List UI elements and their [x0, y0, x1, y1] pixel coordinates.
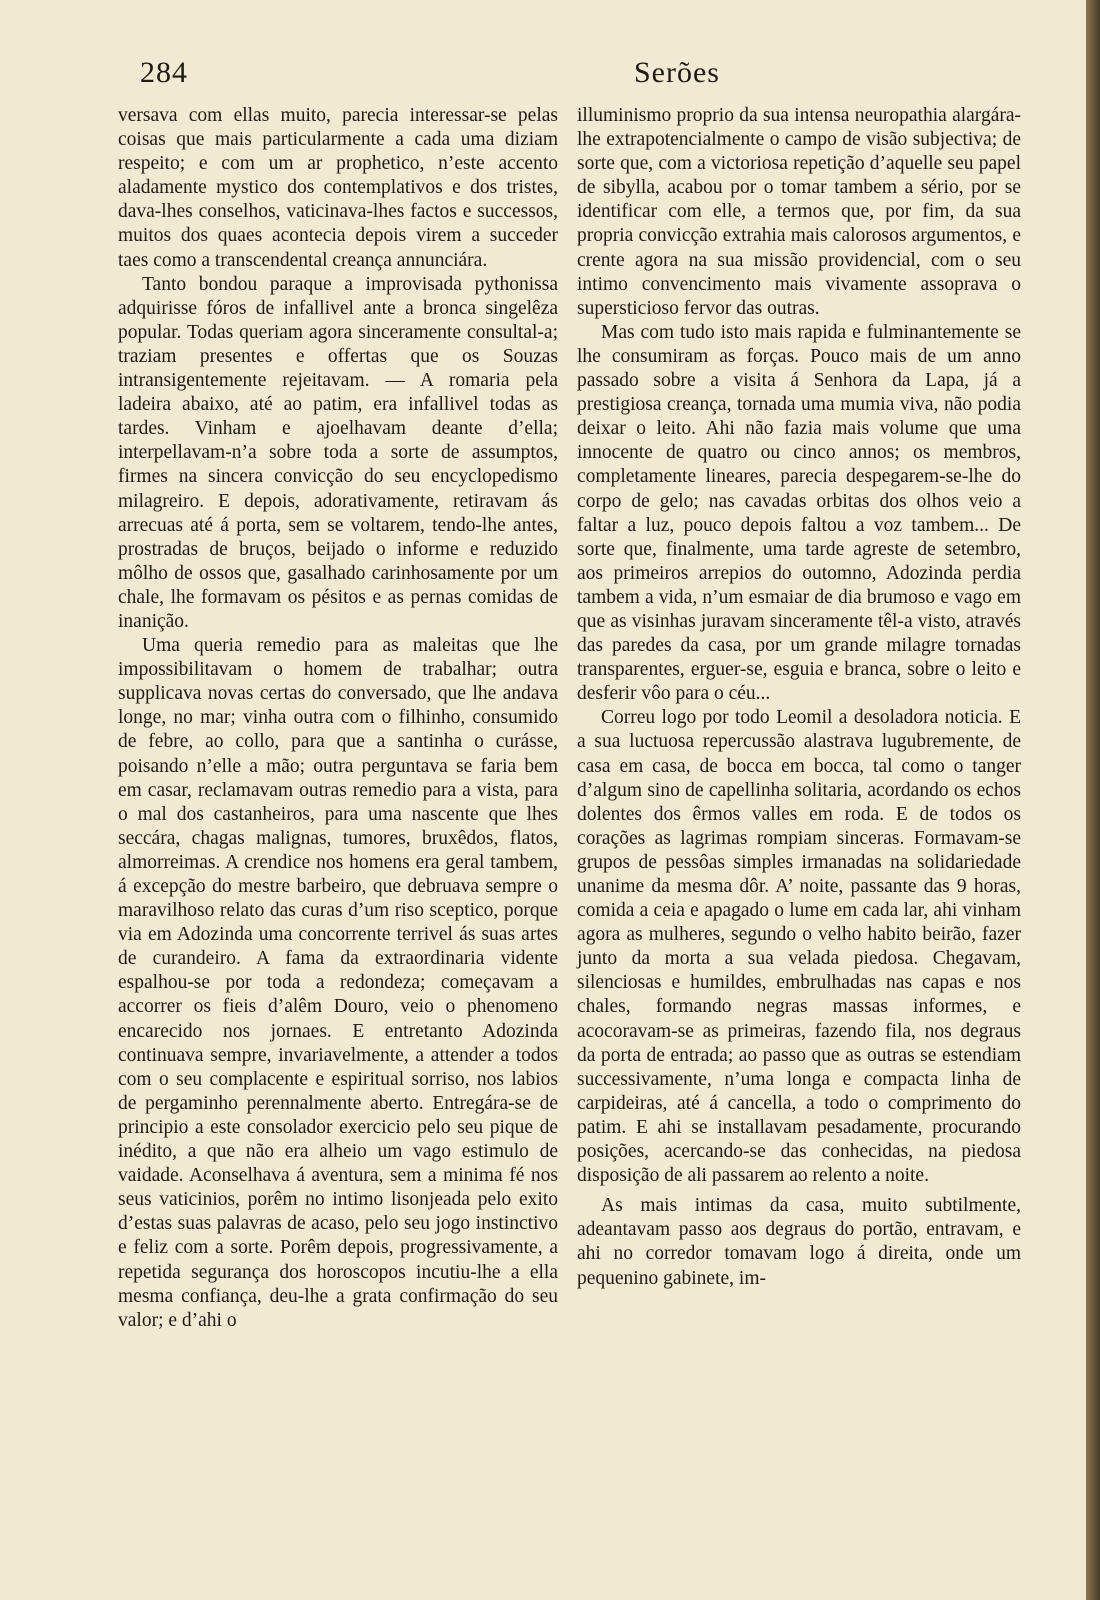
page-header — [122, 56, 720, 96]
paragraph: Uma queria remedio para as maleitas que lhe impossibilitavam o homem de trabalhar; outra supplicava novas certas do conversado, que lhe andava longe, no mar; vinha outra com o filhinho, consumido de febre, ao collo, para que a santinha o curásse, poisando n’elle a mão; outra perguntava se faria bem em casar, reclamavam outras remedio para a vista, para o mal dos castanheiros, para uma nascente que lhes seccára, chagas malignas, tumores, bruxêdos, flatos, almorreimas. A crendice nos homens era geral tambem, á excepção do mestre barbeiro, que debruava sempre o maravilhoso relato das curas d’um riso sceptico, porque via em Adozinda uma concorrente terrivel ás suas artes de curandeiro. A fama da extraordinaria vidente espalhou-se por toda a redondeza; começavam a accorrer os fieis d’alêm Douro, veio o phenomeno encarecido nos jornaes. E entretanto Adozinda continuava sempre, invariavelmente, a attender a todos com o seu complacente e espiritual sorriso, nos labios de pergaminho perennalmente aberto. Entregára-se de principio a este consolador exercicio pelo seu pique de inédito, a que não era alheio um vago estimulo de vaidade. Aconselhava á aventura, sem a minima fé nos seus vaticinios, porêm no intimo lisonjeada pelo exito d’estas suas palavras de acaso, pelo seu jogo instinctivo e feliz com a sorte. Porêm depois, progressivamente, a repetida segurança dos horoscopos incutiu-lhe a ella mesma confiança, deu-lhe a grata confirmação do seu valor; e d’ahi o — [118, 635, 558, 1331]
paragraph: illuminismo proprio da sua intensa neuropathia alargára-lhe extrapotencialmente o campo de visão subjectiva; de sorte que, com a victoriosa repetição d’aquelle seu papel de sibylla, acabou por o tomar tambem a sério, por se identificar com elle, a termos que, por fim, da sua propria convicção extrahia mais calorosos argumentos, e crente agora na sua missão providencial, com o seu intimo convencimento mais vivamente assoprava o supersticioso fervor das outras. — [577, 105, 1021, 319]
running-title: Serões — [634, 56, 720, 89]
page-number: 284 — [140, 56, 188, 89]
right-column — [577, 104, 1021, 1291]
left-column — [118, 104, 558, 1333]
paragraph: Correu logo por todo Leomil a desoladora noticia. E a sua luctuosa repercussão alastrava lugubremente, de casa em casa, de bocca em bocca, tal como o tanger d’algum sino de capellinha solitaria, acordando os echos dolentes dos êrmos valles em roda. E de todos os corações as lagrimas rompiam sinceras. Formavam-se grupos de pessôas simples irmanadas na solidariedade unanime da mesma dôr. A’ noite, passante das 9 horas, comida a ceia e apagado o lume em cada lar, ahi vinham agora as mulheres, segundo o velho habito beirão, fazer junto da morta a sua velada piedosa. Chegavam, silenciosas e humildes, embrulhadas nas capas e nos chales, formando negras massas informes, e acocoravam-se as primeiras, fazendo fila, nos degraus da porta de entrada; ao passo que as outras se estendiam successivamente, n’uma longa e compacta linha de carpideiras, até á cancella, a todo o comprimento do patim. E ahi se installavam pesadamente, procurando posições, acercando-se das conhecidas, na piedosa disposição de ali passarem ao relento a noite. — [577, 707, 1021, 1187]
paragraph: versava com ellas muito, parecia interessar-se pelas coisas que mais particularmente a cada uma diziam respeito; e com um ar prophetico, n’este accento aladamente mystico dos contemplativos e dos tristes, dava-lhes conselhos, vaticinava-lhes factos e successos, muitos dos quaes acontecia depois virem a succeder taes como a transcendental creança annunciára. — [118, 105, 558, 271]
paragraph: As mais intimas da casa, muito subtilmente, adeantavam passo aos degraus do portão, entravam, e ahi no corredor tomavam logo á direita, onde um pequenino gabinete, im- — [577, 1195, 1021, 1289]
paragraph: Tanto bondou paraque a improvisada pythonissa adquirisse fóros de infallivel ante a bronca singelêza popular. Todas queriam agora sinceramente consultal-a; traziam presentes e offertas que os Souzas intransigentemente rejeitavam. — A romaria pela ladeira abaixo, até ao patim, era infallivel todas as tardes. Vinham e ajoelhavam deante d’ella; interpellavam-n’a sobre toda a sorte de assumptos, firmes na sincera convicção do seu encyclopedismo milagreiro. E depois, adorativamente, retiravam ás arrecuas até á porta, sem se voltarem, tendo-lhe antes, prostradas de bruços, beijado o informe e reduzido môlho de ossos que, gasalhado carinhosamente por um chale, lhe formavam os pésitos e as pernas comidas de inanição. — [118, 273, 558, 632]
paragraph: Mas com tudo isto mais rapida e fulminantemente se lhe consumiram as forças. Pouco mais de um anno passado sobre a visita á Senhora da Lapa, já a prestigiosa creança, tornada uma mumia viva, não podia deixar o leito. Ahi não fazia mais volume que uma innocente de quatro ou cinco annos; os membros, completamente lineares, parecia despegarem-se-lhe do corpo de gelo; nas cavadas orbitas dos olhos veio a faltar a luz, pouco depois faltou a voz tambem... De sorte que, finalmente, uma tarde agreste de setembro, aos primeiros arrepios do outomno, Adozinda perdia tambem a vida, n’um esmaiar de dia brumoso e vago em que as visinhas juravam sinceramente têl-a visto, através das paredes da casa, por um grande milagre tornadas transparentes, erguer-se, esguia e branca, sobre o leito e desferir vôo para o céu... — [577, 321, 1021, 705]
book-edge — [1086, 0, 1100, 1600]
